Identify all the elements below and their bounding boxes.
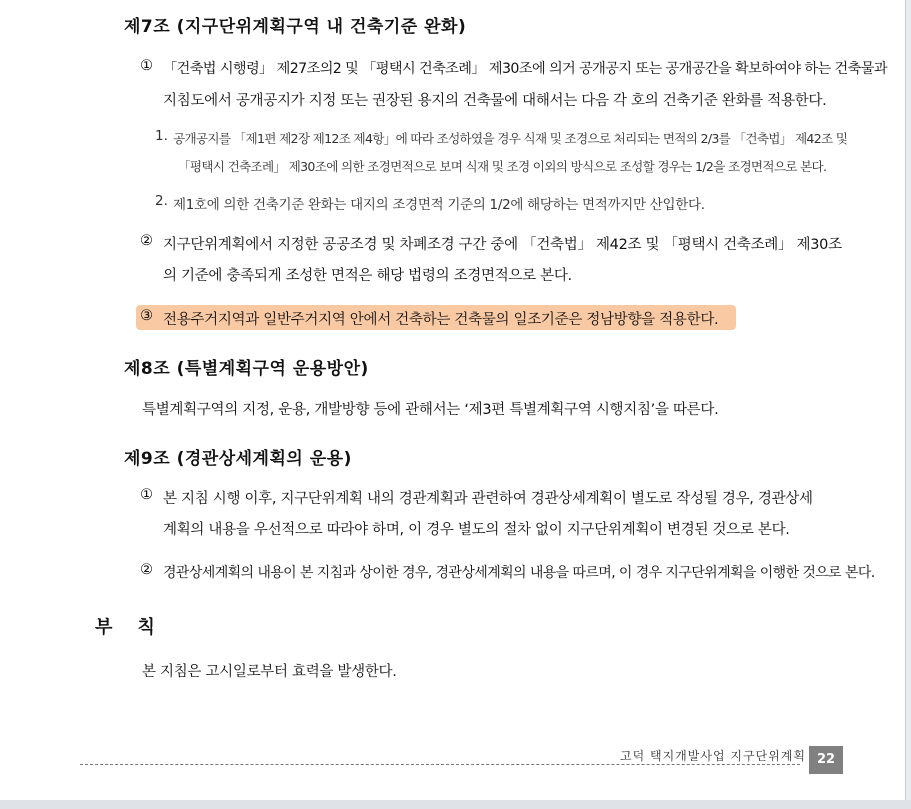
article-7-item1-line2: 「평택시 건축조례」 제30조에 의한 조경면적으로 보며 식재 및 조경 이외의 방식으로 조성할 경우는 1/2을 조경면적으로 본다. (178, 159, 827, 174)
article-7-p3-number: ③ (140, 308, 153, 324)
article-7-item1-line1: 공개공지를 「제1편 제2장 제12조 제4항」에 따라 조성하였을 경우 식재 및 조경으로 처리되는 면적의 2/3를 「건축법」 제42조 및 (173, 131, 848, 146)
addenda-title: 부 칙 (95, 617, 155, 638)
article-9-p1-line1: 본 지침 시행 이후, 지구단위계획 내의 경관계획과 관련하여 경관상세계획이 별도로 작성될 경우, 경관상세 (163, 491, 813, 507)
viewer-background (0, 800, 911, 809)
article-7-p1-number: ① (140, 58, 153, 74)
article-7-p3-line1: 전용주거지역과 일반주거지역 안에서 건축하는 건축물의 일조기준은 정남방향을 적용한다. (163, 312, 719, 328)
article-9-p1-line2: 계획의 내용을 우선적으로 따라야 하며, 이 경우 별도의 절차 없이 지구단위계획이 변경된 것으로 본다. (163, 522, 790, 538)
addenda-body: 본 지침은 고시일로부터 효력을 발생한다. (142, 664, 397, 680)
article-7-p2-number: ② (140, 233, 153, 249)
article-7-p1-line1: 「건축법 시행령」 제27조의2 및 「평택시 건축조례」 제30조에 의거 공개공지 또는 공개공간을 확보하여야 하는 건축물과 (163, 61, 887, 77)
article-7-item2-line1: 제1호에 의한 건축기준 완화는 대지의 조경면적 기준의 1/2에 해당하는 면적까지만 산입한다. (173, 197, 705, 213)
article-7-p1-line2: 지침도에서 공개공지가 지정 또는 권장된 용지의 건축물에 대해서는 다음 각 호의 건축기준 완화를 적용한다. (163, 93, 827, 109)
article-9-title: 제9조 (경관상세계획의 운용) (124, 449, 352, 469)
article-9-p2-number: ② (140, 562, 153, 578)
article-7-p2-line1: 지구단위계획에서 지정한 공공조경 및 차폐조경 구간 중에 「건축법」 제42조 및 「평택시 건축조례」 제30조 (163, 237, 842, 253)
article-8-body: 특별계획구역의 지정, 운용, 개발방향 등에 관해서는 ‘제3편 특별계획구역 시행지침’을 따른다. (142, 402, 719, 418)
page-number: 22 (809, 746, 843, 774)
article-7-item1-number: 1. (155, 128, 168, 144)
article-7-item2-number: 2. (155, 193, 168, 209)
article-7-title: 제7조 (지구단위계획구역 내 건축기준 완화) (124, 17, 467, 37)
footer-divider (80, 764, 800, 765)
article-7-p2-line2: 의 기준에 충족되게 조성한 면적은 해당 법령의 조경면적으로 본다. (163, 268, 572, 284)
footer-document-title: 고덕 택지개발사업 지구단위계획 (620, 749, 806, 763)
article-8-title: 제8조 (특별계획구역 운용방안) (124, 359, 369, 379)
article-9-p2-line1: 경관상세계획의 내용이 본 지침과 상이한 경우, 경관상세계획의 내용을 따르며, 이 경우 지구단위계획을 이행한 것으로 본다. (163, 565, 875, 581)
article-9-p1-number: ① (140, 487, 153, 503)
